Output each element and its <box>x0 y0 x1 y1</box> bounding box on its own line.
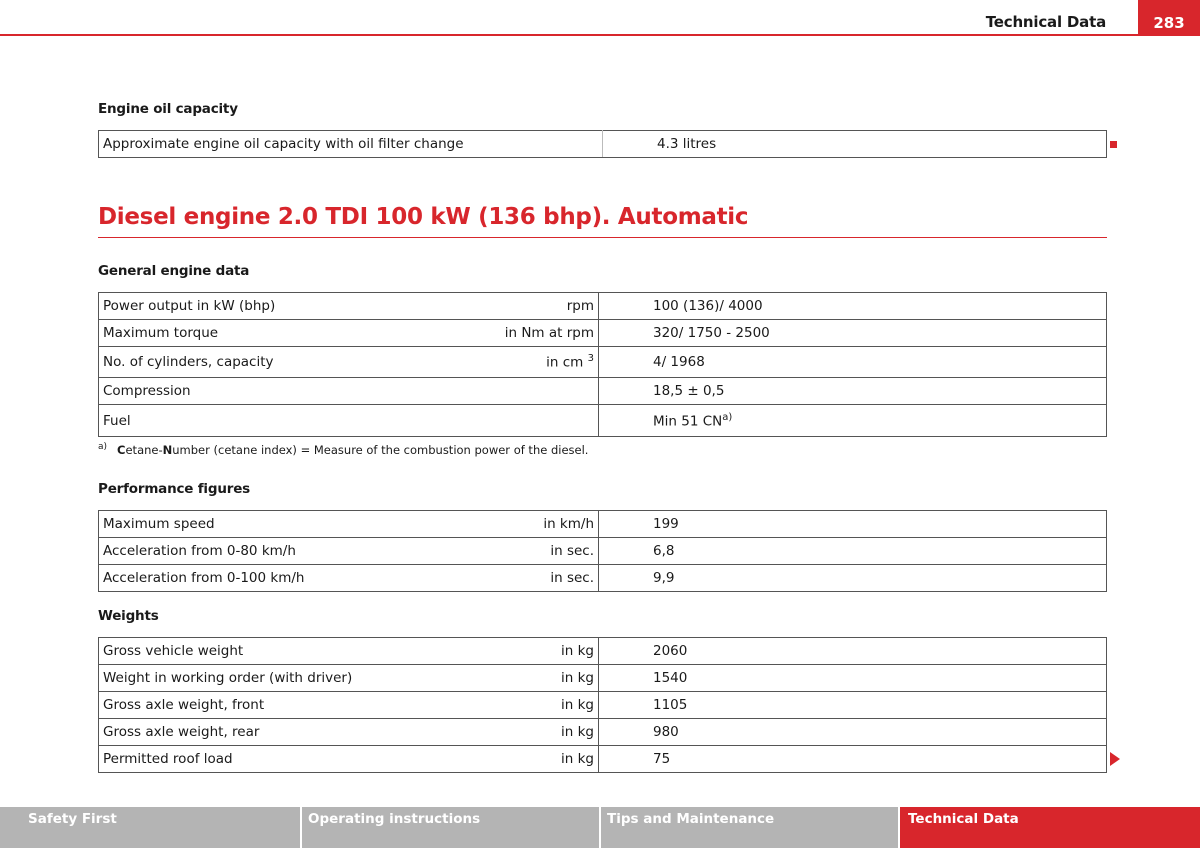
row-unit: in Nm at rpm <box>399 320 599 347</box>
row-label: Acceleration from 0-100 km/h <box>99 565 399 592</box>
table-row <box>99 565 1107 592</box>
row-value: 6,8 <box>599 538 1107 565</box>
row-value: 75 <box>599 746 1107 773</box>
header-rule <box>0 34 1200 36</box>
table-row <box>99 293 1107 320</box>
section-title: Technical Data <box>985 13 1106 31</box>
page-number: 283 <box>1138 0 1200 36</box>
row-value: 1105 <box>599 692 1107 719</box>
row-label: Acceleration from 0-80 km/h <box>99 538 399 565</box>
row-unit <box>399 405 599 437</box>
unit-superscript: 3 <box>587 353 594 365</box>
weights-heading: Weights <box>98 608 159 624</box>
row-label: Maximum torque <box>99 320 399 347</box>
table-row <box>99 320 1107 347</box>
row-value: 4.3 litres <box>603 131 1107 158</box>
table-row <box>99 665 1107 692</box>
table-row <box>99 638 1107 665</box>
row-label: No. of cylinders, capacity <box>99 347 399 378</box>
weights-table <box>98 637 1107 773</box>
footer-tab-tips-maintenance[interactable]: Tips and Maintenance <box>601 807 898 848</box>
row-label: Permitted roof load <box>99 746 399 773</box>
row-value: 9,9 <box>599 565 1107 592</box>
value-text: Min 51 CN <box>653 413 723 430</box>
footer-tab-operating-instructions[interactable]: Operating instructions <box>302 807 599 848</box>
end-marker-icon <box>1110 141 1117 148</box>
table-row <box>99 719 1107 746</box>
row-label: Gross axle weight, front <box>99 692 399 719</box>
continue-arrow-icon[interactable] <box>1110 752 1120 766</box>
row-value: 18,5 ± 0,5 <box>599 378 1107 405</box>
footnote-c: C <box>117 442 126 457</box>
row-label: Power output in kW (bhp) <box>99 293 399 320</box>
row-value <box>599 405 1107 437</box>
table-row <box>99 746 1107 773</box>
row-unit: in kg <box>399 665 599 692</box>
footnote-text: umber (cetane index) = Measure of the combustion power of the diesel. <box>172 442 589 457</box>
footnote-ref[interactable]: a) <box>722 411 733 423</box>
performance-heading: Performance figures <box>98 481 250 497</box>
table-row <box>99 692 1107 719</box>
table-row <box>99 511 1107 538</box>
row-label: Maximum speed <box>99 511 399 538</box>
row-value: 2060 <box>599 638 1107 665</box>
row-unit: in kg <box>399 719 599 746</box>
footnote-c-rest: etane- <box>125 442 163 457</box>
row-unit: in sec. <box>399 565 599 592</box>
footer-tab-safety-first[interactable]: Safety First <box>0 807 300 848</box>
engine-title: Diesel engine 2.0 TDI 100 kW (136 bhp). Automatic <box>98 204 749 230</box>
row-value: 199 <box>599 511 1107 538</box>
row-label: Weight in working order (with driver) <box>99 665 399 692</box>
general-heading: General engine data <box>98 263 250 279</box>
table-row <box>99 347 1107 378</box>
row-unit: in kg <box>399 692 599 719</box>
oil-heading: Engine oil capacity <box>98 101 238 117</box>
footer-tab-technical-data[interactable]: Technical Data <box>900 807 1200 848</box>
footnote-mark: a) <box>98 442 108 452</box>
row-unit: in sec. <box>399 538 599 565</box>
table-row <box>99 131 1107 158</box>
row-label: Approximate engine oil capacity with oil filter change <box>99 131 603 158</box>
row-unit <box>399 347 599 378</box>
row-value: 4/ 1968 <box>599 347 1107 378</box>
title-rule <box>98 237 1107 238</box>
table-row <box>99 538 1107 565</box>
row-value: 320/ 1750 - 2500 <box>599 320 1107 347</box>
table-row <box>99 378 1107 405</box>
footnote <box>98 442 588 457</box>
row-unit: rpm <box>399 293 599 320</box>
oil-table <box>98 130 1107 158</box>
performance-table <box>98 510 1107 592</box>
table-row <box>99 405 1107 437</box>
row-value: 980 <box>599 719 1107 746</box>
row-unit: in km/h <box>399 511 599 538</box>
row-unit: in kg <box>399 638 599 665</box>
row-unit <box>399 378 599 405</box>
row-value: 100 (136)/ 4000 <box>599 293 1107 320</box>
footnote-n: N <box>162 442 173 457</box>
row-value: 1540 <box>599 665 1107 692</box>
row-label: Gross vehicle weight <box>99 638 399 665</box>
unit-text: in cm <box>546 354 584 371</box>
row-label: Fuel <box>99 405 399 437</box>
row-label: Compression <box>99 378 399 405</box>
row-label: Gross axle weight, rear <box>99 719 399 746</box>
row-unit: in kg <box>399 746 599 773</box>
general-table <box>98 292 1107 437</box>
